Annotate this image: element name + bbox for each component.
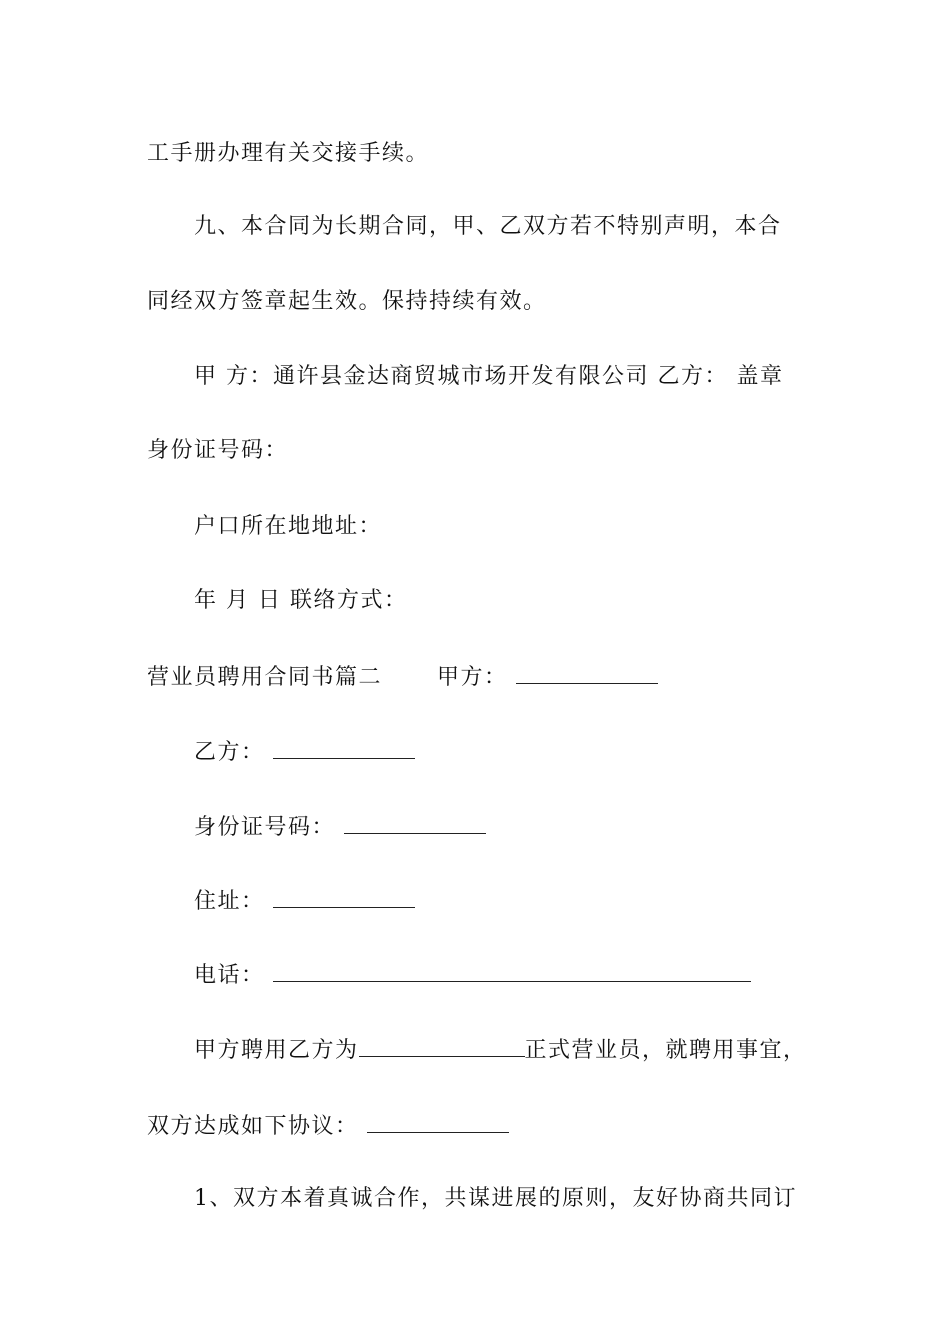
blank-line — [359, 1036, 525, 1057]
text-line — [147, 663, 658, 691]
text-line — [194, 1036, 807, 1064]
text-line: 工手册办理有关交接手续。 — [147, 141, 430, 166]
text-line: 身份证号码： — [147, 438, 289, 463]
text-segment: 正式营业员，就聘用事宜， — [524, 1038, 807, 1063]
blank-line — [516, 663, 658, 684]
blank-line — [273, 961, 751, 982]
text-line: 年 月 日 联络方式： — [194, 588, 408, 613]
field-label: 乙方： — [194, 740, 265, 765]
text-line: 甲 方：通许县金达商贸城市场开发有限公司 乙方： 盖章 — [194, 364, 784, 389]
blank-line — [367, 1112, 509, 1133]
text-line: 户口所在地地址： — [194, 514, 383, 539]
blank-line — [344, 813, 486, 834]
text-line — [194, 961, 751, 989]
section-title: 营业员聘用合同书篇二 — [147, 665, 383, 690]
blank-line — [273, 738, 415, 759]
text-line — [194, 887, 415, 915]
field-label: 住址： — [194, 889, 265, 914]
blank-line — [273, 887, 415, 908]
text-line: 同经双方签章起生效。保持持续有效。 — [147, 289, 547, 314]
text-segment: 甲方聘用乙方为 — [194, 1038, 359, 1063]
field-label: 双方达成如下协议： — [147, 1114, 359, 1139]
text-line — [194, 738, 415, 766]
text-line — [194, 813, 486, 841]
field-label: 甲方： — [437, 665, 508, 690]
text-line: 1、双方本着真诚合作，共谋进展的原则，友好协商共同订 — [194, 1186, 797, 1211]
field-label: 电话： — [194, 963, 265, 988]
text-line: 九、本合同为长期合同，甲、乙双方若不特别声明，本合 — [194, 214, 782, 239]
text-line — [147, 1112, 509, 1140]
field-label: 身份证号码： — [194, 815, 336, 840]
